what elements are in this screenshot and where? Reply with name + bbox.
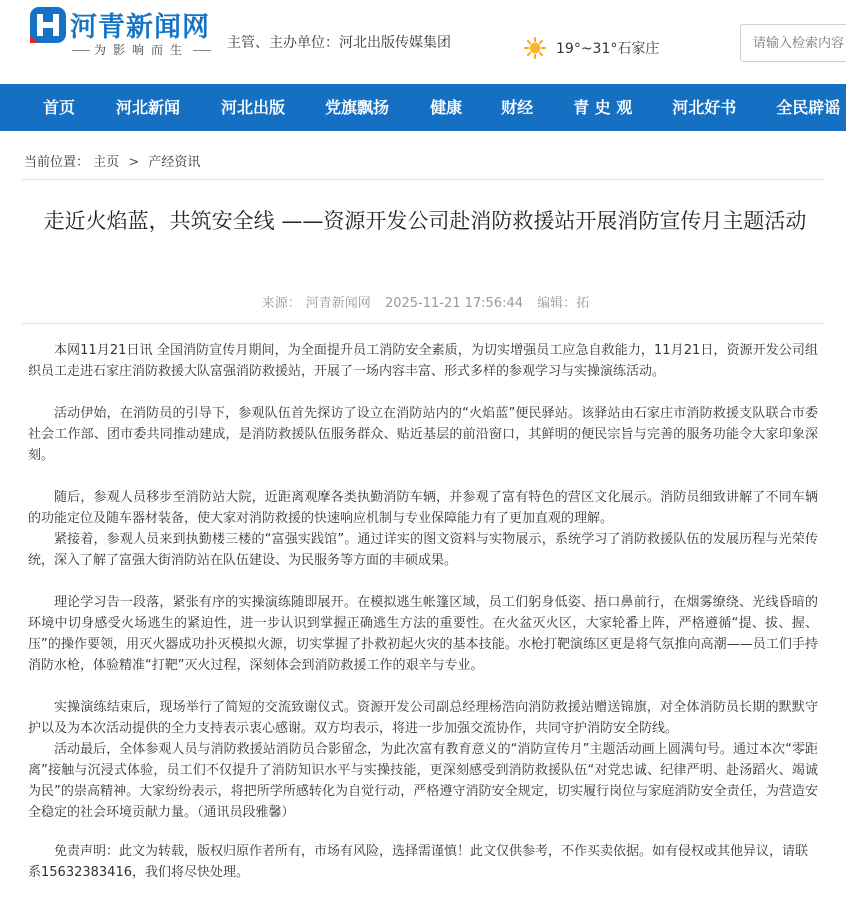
- article-meta: [0, 292, 846, 311]
- source-label: 来源：: [261, 296, 301, 311]
- editor-group: [537, 296, 589, 311]
- nav-item-good-books[interactable]: 河北好书: [672, 98, 737, 117]
- article-paragraph: 本网11月21日讯 全国消防宣传月期间，为全面提升员工消防安全素质，为切实增强员工应急自救能力，11月21日，资源开发公司组织员工走进石家庄消防救援大队富强消防救援站，开展了一场内容丰富、形式多样的参观学习与实操演练活动。: [28, 343, 818, 379]
- logo-text: 河青新闻网: [70, 12, 210, 43]
- article-title: 走近火焰蓝，共筑安全线 ——资源开发公司赴消防救援站开展消防宣传月主题活动: [43, 209, 807, 233]
- nav-item-finance[interactable]: 财经: [501, 98, 534, 117]
- publish-datetime: 2025-11-21 17:56:44: [384, 296, 524, 311]
- article-paragraph: 随后，参观人员移步至消防站大院，近距离观摩各类执勤消防车辆，并参观了富有特色的营区文化展示。消防员细致讲解了不同车辆的功能定位及随车器材装备，使大家对消防救援的快速响应机制与专业保障能力有了更加直观的理解。: [28, 490, 818, 526]
- breadcrumb-separator: >: [128, 155, 140, 170]
- article-body: [28, 340, 818, 823]
- editor-label: 编辑：: [537, 296, 577, 311]
- site-logo[interactable]: [28, 5, 218, 61]
- meta-divider: [22, 323, 824, 324]
- breadcrumb: [24, 151, 200, 170]
- weather-widget: [524, 36, 659, 60]
- disclaimer-text: 免责声明：此文为转载，版权归原作者所有，市场有风险，选择需谨慎！此文仅供参考，不作买卖依据。如有侵权或其他异议，请联系15632383416，我们将尽快处理。: [28, 844, 809, 880]
- nav-item-rumor[interactable]: 全民辟谣: [776, 98, 841, 117]
- logo-slogan: 为影响而生: [68, 41, 215, 58]
- nav-item-hebei-publishing[interactable]: 河北出版: [221, 98, 286, 117]
- breadcrumb-home-link[interactable]: 主页: [93, 155, 120, 170]
- article-paragraph: 理论学习告一段落，紧张有序的实操演练随即展开。在模拟逃生帐篷区域，员工们躬身低姿、捂口鼻前行，在烟雾缭绕、光线昏暗的环境中切身感受火场逃生的紧迫性，进一步认识到掌握正确逃生方法的重要性。在火盆灭火区，大家轮番上阵，严格遵循“提、拔、握、压”的操作要领，用灭火器成功扑灭模拟火源，切实掌握了扑救初起火灾的基本技能。水枪打靶演练区更是将气氛推向高潮——员工们手持消防水枪，体验精准“打靶”灭火过程，深刻体会到消防救援工作的艰辛与专业。: [28, 595, 818, 673]
- site-header: [0, 0, 846, 84]
- weather-text: 19°~31°石家庄: [556, 41, 660, 57]
- breadcrumb-divider: [22, 179, 824, 180]
- nav-item-hebei-news[interactable]: 河北新闻: [116, 98, 181, 117]
- sun-icon: [524, 37, 546, 59]
- article-paragraph: 活动最后，全体参观人员与消防救援站消防员合影留念，为此次富有教育意义的“消防宣传月”主题活动画上圆满句号。通过本次“零距离”接触与沉浸式体验，员工们不仅提升了消防知识水平与实操技能，更深刻感受到消防救援队伍“对党忠诚、纪律严明、赴汤蹈火、竭诚为民”的崇高精神。大家纷纷表示，将把所学所感转化为自觉行动，严格遵守消防安全规定，切实履行岗位与家庭消防安全责任，为营造安全稳定的社会环境贡献力量。（通讯员段雅馨）: [28, 742, 818, 820]
- editor-value: 拓: [576, 296, 590, 311]
- breadcrumb-label: 当前位置：: [24, 155, 90, 170]
- sponsor-info: 主管、主办单位：河北出版传媒集团: [227, 35, 451, 51]
- nav-item-health[interactable]: 健康: [430, 98, 463, 117]
- search-input[interactable]: [740, 24, 846, 62]
- article-paragraph: 紧接着，参观人员来到执勤楼三楼的“富强实践馆”。通过详实的图文资料与实物展示，系统学习了消防救援队伍的发展历程与光荣传统，深入了解了富强大街消防站在队伍建设、为民服务等方面的丰硕成果。: [28, 532, 818, 568]
- article-paragraph: 活动伊始，在消防员的引导下，参观队伍首先探访了设立在消防站内的“火焰蓝”便民驿站。该驿站由石家庄市消防救援支队联合市委社会工作部、团市委共同推动建成，是消防救援队伍服务群众、贴近基层的前沿窗口，其鲜明的便民宗旨与完善的服务功能令大家印象深刻。: [28, 406, 818, 463]
- logo-mark-icon: [28, 5, 68, 45]
- nav-item-party[interactable]: 党旗飘扬: [325, 98, 390, 117]
- breadcrumb-section-link[interactable]: 产经资讯: [148, 155, 201, 170]
- nav-item-home[interactable]: 首页: [43, 98, 76, 117]
- article-paragraph: 实操演练结束后，现场举行了简短的交流致谢仪式。资源开发公司副总经理杨浩向消防救援站赠送锦旗，对全体消防员长期的默默守护以及为本次活动提供的全力支持表示衷心感谢。双方均表示，将进一步加强交流协作，共同守护消防安全防线。: [28, 700, 818, 736]
- source-group: [257, 296, 371, 311]
- source-value: 河青新闻网: [305, 296, 371, 311]
- main-nav: [0, 84, 846, 131]
- nav-item-history[interactable]: 青 史 观: [573, 98, 633, 117]
